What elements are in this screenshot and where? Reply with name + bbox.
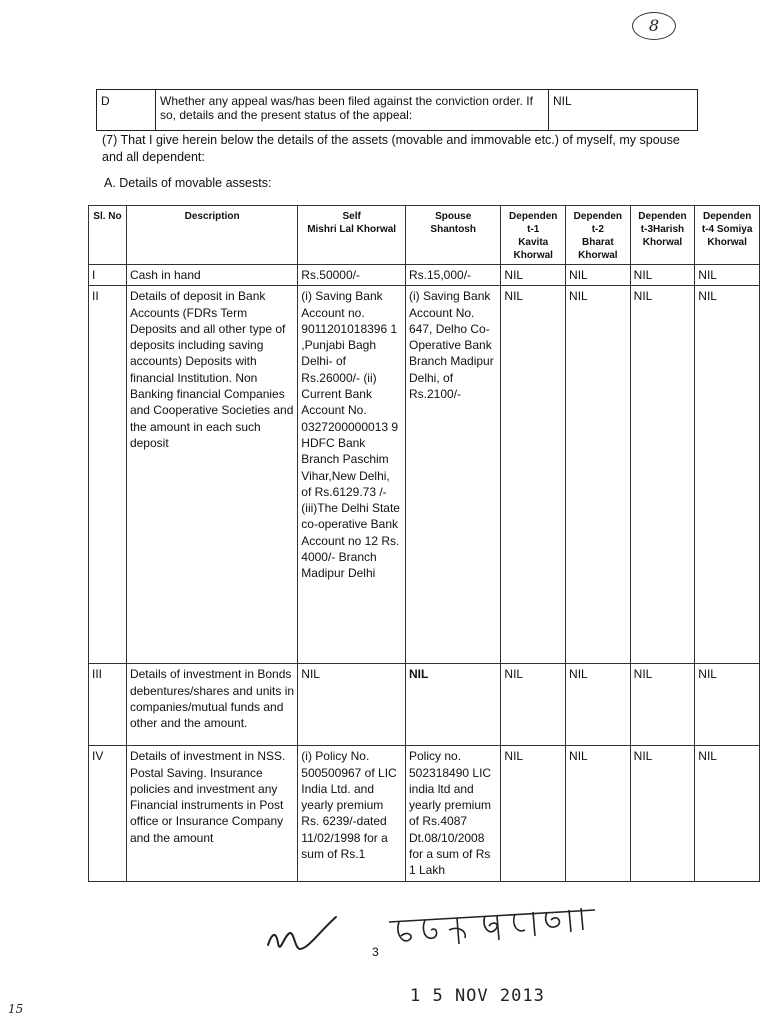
appeal-row — [97, 90, 698, 131]
header-description: Description — [126, 206, 297, 265]
cell-spouse: NIL — [406, 664, 501, 746]
page-mark-number: 8 — [648, 16, 660, 35]
header-dependent-4: Dependen t-4 Somiya Khorwal — [695, 206, 760, 265]
header-spouse: Spouse Shantosh — [406, 206, 501, 265]
cell-sl: IV — [89, 746, 127, 881]
appeal-answer: NIL — [549, 90, 698, 131]
signature-devanagari — [385, 900, 605, 960]
table-row — [89, 286, 760, 664]
cell-sl: I — [89, 265, 127, 286]
cell-self: NIL — [298, 664, 406, 746]
table-row — [89, 746, 760, 881]
cell-spouse: Rs.15,000/- — [406, 265, 501, 286]
cell-dependent-2: NIL — [566, 265, 631, 286]
cell-sl: II — [89, 286, 127, 664]
table-header-row — [89, 206, 760, 265]
cell-dependent-4: NIL — [695, 265, 760, 286]
cell-dependent-1: NIL — [501, 664, 566, 746]
intro-text: (7) That I give herein below the details of the assets (movable and immovable etc.) of myself, my spouse and all dependent: — [102, 133, 680, 164]
cell-sl: III — [89, 664, 127, 746]
cell-dependent-3: NIL — [630, 746, 695, 881]
header-dependent-2: Dependen t-2 Bharat Khorwal — [566, 206, 631, 265]
table-row — [89, 664, 760, 746]
appeal-table — [96, 89, 698, 131]
cell-dependent-3: NIL — [630, 286, 695, 664]
cell-dependent-3: NIL — [630, 664, 695, 746]
cell-dependent-1: NIL — [501, 746, 566, 881]
cell-description: Cash in hand — [126, 265, 297, 286]
header-dependent-1: Dependen t-1 Kavita Khorwal — [501, 206, 566, 265]
appeal-question: Whether any appeal was/has been filed against the conviction order. If so, details and the present status of the appeal: — [156, 90, 549, 131]
cell-description: Details of investment in Bonds debentures/shares and units in companies/mutual funds and other and the amount. — [126, 664, 297, 746]
date-stamp: 1 5 NOV 2013 — [410, 986, 545, 1006]
cell-spouse: (i) Saving Bank Account No. 647, Delho Co-Operative Bank Branch Madipur Delhi, of Rs.2100/- — [406, 286, 501, 664]
header-dependent-3: Dependen t-3Harish Khorwal — [630, 206, 695, 265]
cell-dependent-3: NIL — [630, 265, 695, 286]
page-mark — [632, 12, 676, 40]
cell-description: Details of investment in NSS. Postal Saving. Insurance policies and investment any Financial instruments in Post office or Insurance Company and the amount — [126, 746, 297, 881]
cell-dependent-4: NIL — [695, 286, 760, 664]
cell-dependent-2: NIL — [566, 746, 631, 881]
cell-dependent-4: NIL — [695, 746, 760, 881]
section-heading: A. Details of movable assests: — [104, 176, 272, 190]
signature-initials — [262, 905, 342, 965]
cell-self: Rs.50000/- — [298, 265, 406, 286]
header-self: Self Mishri Lal Khorwal — [298, 206, 406, 265]
cell-dependent-2: NIL — [566, 286, 631, 664]
table-row — [89, 265, 760, 286]
cell-self: (i) Saving Bank Account no. 9011201018396 1 ,Punjabi Bagh Delhi- of Rs.26000/- (ii) Current Bank Account No. 0327200000013 9 HDFC Bank Branch Paschim Vihar,New Delhi, of Rs.6129.73 /- (iii)The Delhi State co-operative Bank Account no 12 Rs. 4000/- Branch Madipur Delhi — [298, 286, 406, 664]
page-number: 3 — [372, 945, 379, 959]
corner-mark: 15 — [8, 1002, 24, 1016]
cell-description: Details of deposit in Bank Accounts (FDRs Term Deposits and all other type of deposits including saving accounts) Deposits with financial Institution. Non Banking financial Companies and Cooperative Societies and the amount in each such deposit — [126, 286, 297, 664]
assets-table — [88, 205, 760, 882]
cell-spouse: Policy no. 502318490 LIC india ltd and yearly premium of Rs.4087 Dt.08/10/2008 for a sum of Rs 1 Lakh — [406, 746, 501, 881]
cell-dependent-1: NIL — [501, 265, 566, 286]
cell-dependent-2: NIL — [566, 664, 631, 746]
cell-dependent-4: NIL — [695, 664, 760, 746]
appeal-label: D — [97, 90, 156, 131]
cell-dependent-1: NIL — [501, 286, 566, 664]
cell-self: (i) Policy No. 500500967 of LIC India Ltd. and yearly premium Rs. 6239/-dated 11/02/1998 for a sum of Rs.1 — [298, 746, 406, 881]
header-sl: Sl. No — [89, 206, 127, 265]
